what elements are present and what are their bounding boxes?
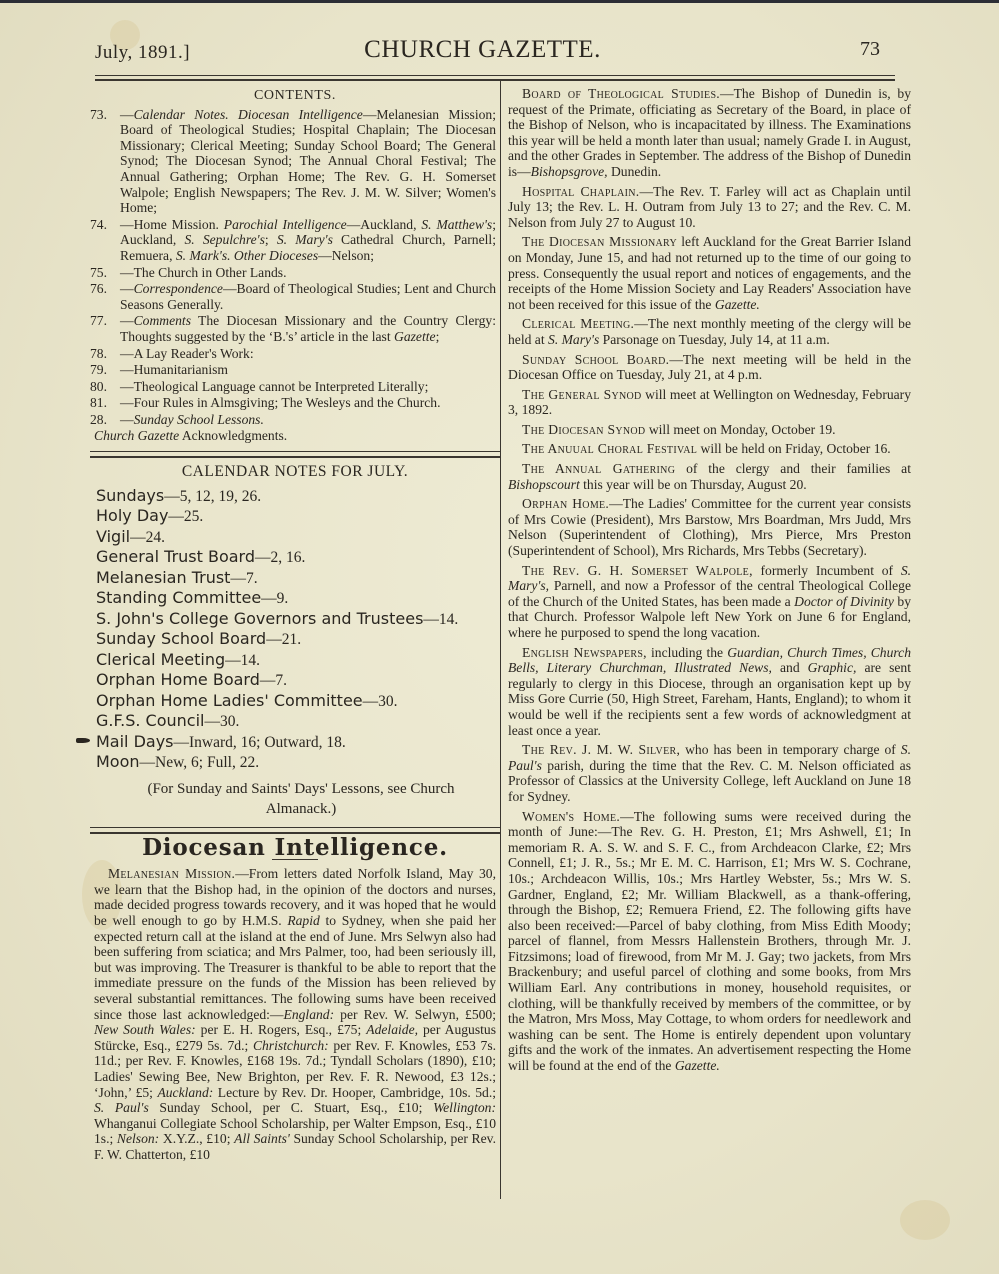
diocesan-intelligence-title: Diocesan Intelligence. <box>142 833 448 861</box>
calendar-value: —7. <box>259 672 287 690</box>
calendar-row <box>96 732 496 753</box>
article-heading: The Diocesan Synod <box>522 421 646 437</box>
italic-text: S. Mary's <box>276 232 333 248</box>
article-heading: Hospital Chaplain. <box>522 183 640 199</box>
italic-text: Bishopsgrove, <box>530 163 608 179</box>
text-run: The Diocesan Missionary and the Country Clergy: Thoughts suggested by the ‘B.'s’ article in the last <box>120 313 496 344</box>
text-run: —The next monthly meeting of the clergy will be held at <box>508 316 911 347</box>
page-header <box>95 36 880 76</box>
header-rule <box>95 79 895 81</box>
italic-text: Adelaide, <box>366 1022 418 1038</box>
article-heading: Clerical Meeting. <box>522 316 635 332</box>
calendar-row <box>96 711 496 732</box>
calendar-list <box>94 486 496 773</box>
text-run: to Sydney, when she paid her expected return call at the island at the end of June. Mrs Selwyn also had been suffering from sciatica; and Mrs Palmer, too, had been seriously ill, but was improving. The Treasurer is thankful to be able to report that the immediate pressure on the funds of the Mission has been relieved by several substantial remittances. The following sums have been received since those last acknowledged:— <box>94 913 496 1022</box>
article-heading: Sunday School Board. <box>522 351 670 367</box>
calendar-label: Orphan Home Ladies' Committee <box>96 690 363 710</box>
text-run: —Board of Theological Studies; Lent and Church Seasons Generally. <box>120 281 496 312</box>
acknowledgments-italic: Church Gazette <box>94 428 180 444</box>
text-run: will meet at Wellington on Wednesday, February 3, 1892. <box>508 386 911 418</box>
article-paragraph <box>94 866 496 1162</box>
text-run: per E. H. Rogers, Esq., £75; <box>195 1022 367 1038</box>
calendar-row <box>96 588 496 609</box>
article-paragraph <box>508 234 911 312</box>
italic-text: Nelson: <box>116 1131 160 1147</box>
calendar-value: —2, 16. <box>255 549 306 567</box>
contents-item <box>90 313 496 344</box>
text-run: Sunday School Scholarship, per Rev. F. W. Chatterton, £10 <box>94 1131 496 1162</box>
contents-acknowledgments <box>94 428 496 444</box>
text-run: — <box>120 313 134 329</box>
page-ref: 80. <box>90 378 107 394</box>
text-run: who has been in temporary charge of <box>680 742 901 758</box>
article-paragraph <box>508 387 911 418</box>
text-run: ; <box>264 232 277 248</box>
right-articles <box>508 86 911 1074</box>
text-run: parish, during the time that the Rev. C. M. Nelson officiated as Professor of Classics at the University College, left Auckland on June 18 for Sydney. <box>508 757 911 804</box>
article-heading: Orphan Home. <box>522 496 610 512</box>
calendar-row <box>96 506 496 527</box>
calendar-label: Moon <box>96 752 140 772</box>
italic-text: S. Mark's. <box>175 247 231 263</box>
italic-text: Gazette <box>394 328 436 344</box>
italic-text: England: <box>283 1006 335 1022</box>
calendar-label: Holy Day <box>96 506 169 526</box>
article-paragraph <box>508 645 911 739</box>
text-run: are sent regularly to clergy in this Diocese, through an organisation kept up by Miss Gore Currie (50, High Street, Fareham, Hants, England); to whom it would be well if the recipients sent a few words of acknowledgment at least once a year. <box>508 660 911 738</box>
calendar-value: —New, 6; Full, 22. <box>139 754 260 772</box>
text-run: —Four Rules in Almsgiving; The Wesleys and the Church. <box>120 395 441 411</box>
calendar-value: —25. <box>168 508 204 526</box>
text-run: —From letters dated Norfolk Island, May 30, we learn that the Bishop had, in the opinion of the doctors and nurses, made decided progress towards recovery, and it was hoped that he would be well enough to go by H.M.S. <box>94 866 496 929</box>
italic-text: Parochial Intelligence <box>223 216 347 232</box>
calendar-row <box>96 568 496 589</box>
acknowledgments-text: Acknowledgments. <box>179 428 288 444</box>
contents-item <box>90 395 496 411</box>
article-heading: Melanesian Mission. <box>108 866 236 882</box>
calendar-value: —Inward, 16; Outward, 18. <box>173 733 346 751</box>
contents-heading: CONTENTS. <box>253 88 336 103</box>
article-heading: The Anuual Choral Festival <box>522 441 698 457</box>
article-paragraph <box>508 352 911 383</box>
italic-text: Rapid <box>287 913 320 929</box>
calendar-label: Mail Days <box>96 731 174 751</box>
text-run: Sunday School, per C. Stuart, Esq., £10; <box>148 1100 434 1116</box>
italic-text: Graphic, <box>807 660 857 676</box>
italic-text: Calendar Notes. Diocesan Intelligence <box>133 106 363 122</box>
article-paragraph <box>508 461 911 492</box>
contents-item <box>90 264 496 281</box>
text-run: per Rev. W. Selwyn, £500; <box>334 1006 496 1022</box>
left-articles <box>94 866 496 1162</box>
article-paragraph <box>508 809 911 1074</box>
text-run: ; <box>435 328 440 344</box>
article-heading: The Rev. G. H. Somerset Walpole, <box>522 562 753 578</box>
calendar-label: Clerical Meeting <box>96 649 226 669</box>
page-ref: 73. <box>90 106 107 122</box>
italic-text: S. Matthew's <box>421 216 493 232</box>
article-heading: The General Synod <box>522 386 642 402</box>
italic-text: S. Mary's, <box>508 562 912 594</box>
article-paragraph <box>508 316 911 347</box>
contents-list <box>90 106 496 428</box>
italic-text: Bishopscourt <box>508 476 580 492</box>
article-paragraph <box>508 496 911 558</box>
left-column <box>90 86 497 1167</box>
column-divider <box>500 81 501 1199</box>
page-ref: 81. <box>90 395 107 411</box>
page-ref: 74. <box>90 216 107 232</box>
italic-text: S. Mary's <box>548 331 600 347</box>
text-run: —Nelson; <box>318 247 374 263</box>
calendar-value: —24. <box>130 528 165 546</box>
calendar-label: G.F.S. Council <box>96 711 205 731</box>
page-ref: 77. <box>90 313 107 329</box>
calendar-value: —5, 12, 19, 26. <box>164 487 262 505</box>
italic-text: Sunday School Lessons. <box>133 411 264 427</box>
contents-item <box>90 106 496 216</box>
page-ref: 78. <box>90 345 107 361</box>
italic-text: Guardian, Church Times, Church Bells, Literary Churchman, Illustrated News, <box>508 644 911 676</box>
text-run: —A Lay Reader's Work: <box>120 345 254 361</box>
text-run: —Home Mission. <box>120 216 224 232</box>
calendar-row <box>96 629 496 650</box>
contents-item <box>90 345 496 362</box>
text-run: Dunedin. <box>607 163 662 179</box>
article-heading: The Diocesan Missionary <box>522 234 677 250</box>
calendar-label: Orphan Home Board <box>96 670 260 690</box>
article-paragraph <box>508 742 911 804</box>
page-ref: 75. <box>90 264 107 280</box>
calendar-value: —30. <box>362 692 398 710</box>
text-run: —The Bishop of Dunedin is, by request of the Primate, officiating as Secretary of the Board, in place of the Bishop of Nelson, who is incapacitated by illness. The Examinations this year will be held a month later than usual; namely Grade I. in August, and the other Grades in September. The address of the Bishop of Dunedin is— <box>508 86 911 179</box>
calendar-row <box>96 670 496 691</box>
calendar-label: Sunday School Board <box>96 629 267 649</box>
text-run: X.Y.Z., £10; <box>159 1131 235 1147</box>
contents-item <box>90 362 496 378</box>
italic-text: Other Dioceses <box>233 247 319 263</box>
calendar-value: —21. <box>266 631 302 649</box>
italic-text: New South Wales: <box>94 1022 196 1038</box>
text-run: — <box>120 411 134 427</box>
calendar-row <box>96 752 496 773</box>
contents-item <box>90 411 496 428</box>
publication-title: CHURCH GAZETTE. <box>364 36 601 63</box>
calendar-row <box>96 547 496 568</box>
calendar-label: General Trust Board <box>96 547 255 567</box>
italic-text: Gazette. <box>714 296 760 312</box>
text-run: — <box>120 281 134 297</box>
text-run: Lecture by Rev. Dr. Hooper, Cambridge, 10s. 5d.; <box>213 1084 497 1100</box>
page-ref: 28. <box>90 411 107 427</box>
text-run: including the <box>646 644 728 660</box>
text-run: Cathedral Church, Parnell; Remuera, <box>120 232 496 263</box>
italic-text: Comments <box>133 313 191 329</box>
text-run: per Augustus Stürcke, Esq., £279 5s. 7d.; <box>94 1022 496 1053</box>
text-run: —The Ladies' Committee for the current year consists of Mrs Cowie (President), Mrs Barstow, Mrs Boardman, Mrs Judd, Mrs Nelson (Superintendent of Clothing), Mrs Pierce, Mrs Preston (Superintendent of School), Mrs Richards, Mrs Tebbs (Secretary). <box>508 496 911 559</box>
contents-item <box>90 281 496 312</box>
italic-text: Christchurch: <box>252 1037 329 1053</box>
text-run: — <box>120 106 134 122</box>
text-run: this year will be on Thursday, August 20. <box>579 476 807 492</box>
article-heading: English Newspapers, <box>522 644 647 660</box>
text-run: per Rev. F. Knowles, £53 7s. 11d.; per Rev. F. Knowles, £168 19s. 7d.; Tyndall Scholars (1890), £10; Ladies' Sewing Bee, New Brighton, per Rev. F. R. Newood, £3 12s.; ‘John,’ £5; <box>94 1037 497 1100</box>
calendar-row <box>96 650 496 671</box>
calendar-label: S. John's College Governors and Trustees <box>96 608 424 628</box>
calendar-value: —9. <box>261 590 289 608</box>
calendar-value: —30. <box>204 713 240 731</box>
italic-text: Gazette. <box>674 1058 720 1074</box>
article-heading: Women's Home. <box>522 808 621 824</box>
calendar-note: (For Sunday and Saints' Days' Lessons, see Church Almanack.) <box>147 780 455 817</box>
page-number: 73 <box>860 38 880 60</box>
italic-text: S. Paul's <box>94 1100 149 1116</box>
text-run: Parnell, and now a Professor of the central Theological College of the Church of the United States, has been made a <box>508 578 911 609</box>
article-paragraph <box>508 184 911 231</box>
article-heading: The Rev. J. M. W. Silver, <box>522 742 681 758</box>
text-run: and <box>771 660 808 676</box>
italic-text: Auckland: <box>157 1084 214 1100</box>
italic-text: S. Sepulchre's <box>184 232 265 248</box>
contents-item <box>90 378 496 395</box>
calendar-row <box>96 486 496 507</box>
issue-date: July, 1891.] <box>95 42 191 63</box>
calendar-value: —7. <box>230 569 258 587</box>
italic-text: S. Paul's <box>508 742 911 773</box>
text-run: of the clergy and their families at <box>675 461 911 477</box>
section-rule <box>90 827 500 834</box>
calendar-heading: CALENDAR NOTES FOR JULY. <box>181 463 409 481</box>
text-run: formerly Incumbent of <box>752 562 901 578</box>
text-run: —The Church in Other Lands. <box>120 264 287 280</box>
text-run: —The Rev. T. Farley will act as Chaplain until July 13; the Rev. L. H. Outram from July 13 to 27; and the Rev. C. M. Nelson from July 27 to August 10. <box>508 183 912 230</box>
text-run: left Auckland for the Great Barrier Island on Monday, June 15, and had not returned up to the time of our going to press. Consequently the usual report and notices of engagements, and the receipts of the Home Mission Society and Lay Readers' Association have not been received for this issue of the <box>508 234 912 312</box>
scan-edge <box>0 0 999 3</box>
calendar-row <box>96 691 496 712</box>
italic-text: Doctor of Divinity <box>794 593 894 609</box>
pointing-hand-icon <box>76 738 90 743</box>
article-paragraph <box>508 563 911 641</box>
header-rule <box>95 75 895 77</box>
calendar-label: Vigil <box>96 526 131 546</box>
text-run: —The following sums were received during the month of June:—The Rev. G. H. Preston, £1; Mrs Ashwell, £1; In memoriam R. A. S. W. and S. F. C., from Archdeacon Clarke, £2; Mrs Connell, £1; J. R., 5s.; Mr E. M. C. Harrison, £1; Mrs W. S. Cochrane, 10s.; Archdeacon Willis, 10s.; Mrs Hartley Webster, 5s.; Mrs W. S. Gardner, England, £2; Mr. William Blackwell, as a thank-offering, through the Bishop, £2; Remuera Friend, £2. The following gifts have also been received:—Parcel of baby clothing, from Miss Edith Moody; parcel of flannel, from Messrs Hallenstein Brothers, through Mr. J. Fitzsimons; load of firewood, from Mr M. J. Gay; two jackets, from Mrs Brackenbury; and useful parcel of clothing and some books, from Mrs William Earl. Any contributions in money, household requisites, or clothing, will be thankfully received by members of the committee, or by the Matron, Mrs Moss, May Cottage, to whom orders for needlework and washing can be sent. The Home is entirely dependent upon voluntary gifts and the work of the inmates. An advertisement respecting the Home will be found at the end of the <box>508 808 911 1074</box>
page-ref: 79. <box>90 362 107 378</box>
text-run: Whanganui Collegiate School Scholarship, per Walter Empson, Esq., £10 1s.; <box>94 1115 496 1147</box>
calendar-label: Melanesian Trust <box>96 567 231 587</box>
article-paragraph <box>508 422 911 438</box>
text-run: by that Church. Professor Walpole left New York on June 6 for England, where he purposed to spend the long vacation. <box>508 593 911 640</box>
text-run: —Humanitarianism <box>120 362 228 378</box>
calendar-row <box>96 527 496 548</box>
text-run: —The next meeting will be held in the Diocesan Office on Tuesday, July 21, at 4 p.m. <box>508 351 911 383</box>
text-run: will meet on Monday, October 19. <box>645 421 836 437</box>
text-run: —Auckland, <box>346 216 422 232</box>
right-column <box>508 86 911 1078</box>
text-run: Parsonage on Tuesday, July 14, at 11 a.m. <box>599 331 830 347</box>
calendar-label: Standing Committee <box>96 588 262 608</box>
text-run: ; Auckland, <box>120 216 496 248</box>
article-paragraph <box>508 441 911 457</box>
contents-item <box>90 216 496 264</box>
calendar-value: —14. <box>225 651 260 669</box>
italic-text: All Saints' <box>234 1131 290 1147</box>
section-rule <box>90 451 500 458</box>
calendar-label: Sundays <box>96 485 165 505</box>
calendar-row <box>96 609 496 630</box>
italic-text: Wellington: <box>433 1100 496 1116</box>
text-run: —Melanesian Mission; Board of Theological Studies; Hospital Chaplain; The Diocesan Missionary; Clerical Meeting; Sunday School Board; The General Synod; The Diocesan Synod; The Annual Choral Festival; The Annual Gathering; Orphan Home; The Rev. G. H. Somerset Walpole; English Newspapers; The Rev. J. M. W. Silver; Women's Home; <box>120 106 496 216</box>
article-heading: The Annual Gathering <box>522 461 676 477</box>
article-heading: Board of Theological Studies. <box>522 86 721 101</box>
text-run: will be held on Friday, October 16. <box>697 441 891 457</box>
article-paragraph <box>508 86 911 180</box>
page-ref: 76. <box>90 281 107 297</box>
text-run: —Theological Language cannot be Interpreted Literally; <box>120 378 429 394</box>
italic-text: Correspondence <box>133 281 223 297</box>
paper-stain <box>900 1200 950 1240</box>
calendar-value: —14. <box>423 610 459 628</box>
